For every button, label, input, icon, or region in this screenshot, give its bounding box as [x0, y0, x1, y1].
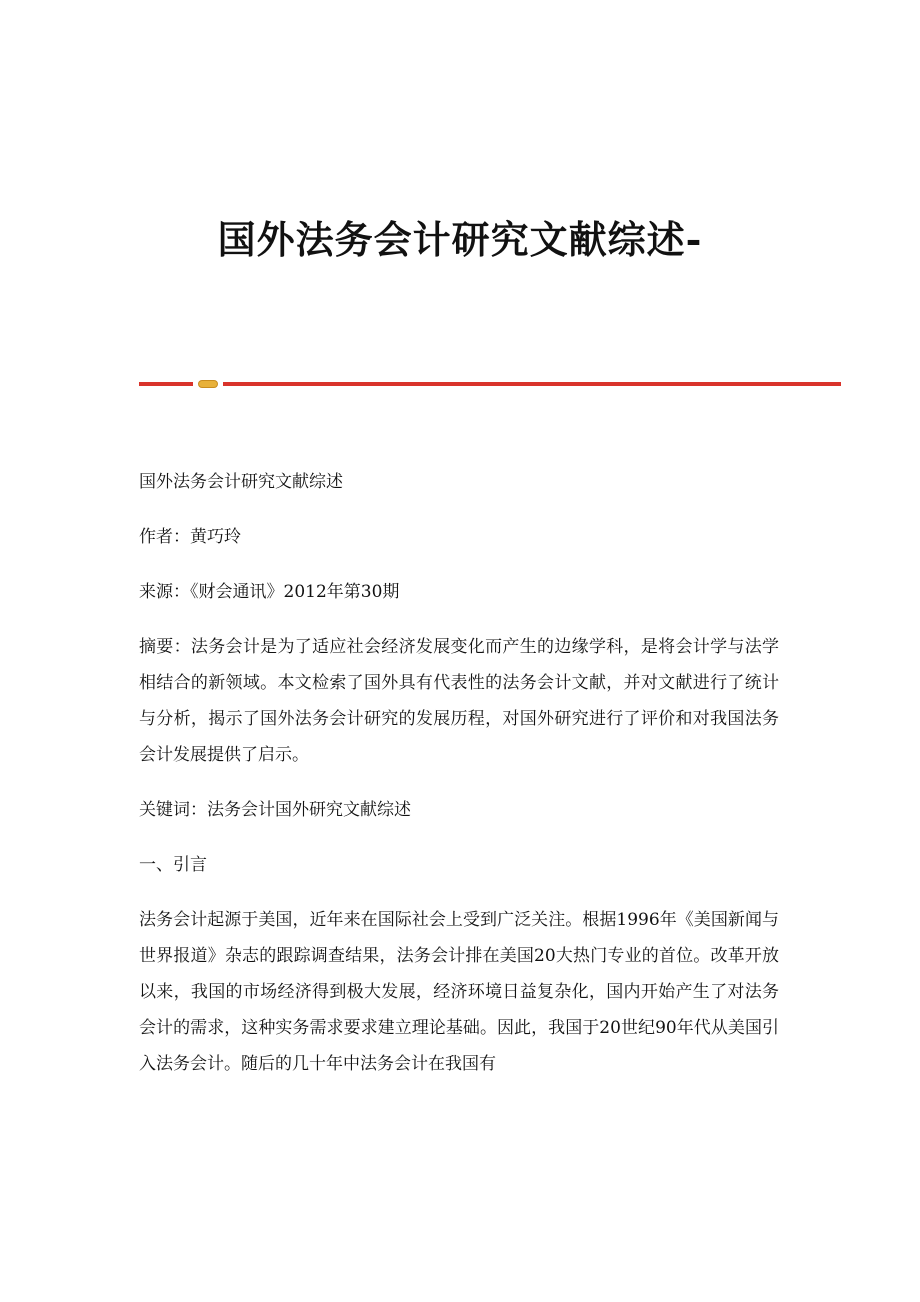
title-divider: [139, 380, 841, 388]
section-heading: 一、引言: [139, 855, 207, 875]
document-title: 国外法务会计研究文献综述-: [217, 217, 703, 262]
intro-paragraph: 法务会计起源于美国，近年来在国际社会上受到广泛关注。根据1996年《美国新闻与世界报道》杂志的跟踪调查结果，法务会计排在美国20大热门专业的首位。改革开放以来，我国的市场经济得到极大发展，经济环境日益复杂化，国内开始产生了对法务会计的需求，这种实务需求要求建立理论基础。因此，我国于20世纪90年代从美国引入法务会计。随后的几十年中法务会计在我国有: [139, 910, 779, 1074]
divider-ornament-icon: [198, 380, 218, 388]
source-line: 来源：《财会通讯》2012年第30期: [139, 582, 400, 602]
keywords-line: 关键词：法务会计国外研究文献综述: [139, 800, 411, 820]
author-line: 作者：黄巧玲: [139, 527, 241, 547]
document-body: [139, 464, 779, 1082]
abstract-paragraph: 摘要：法务会计是为了适应社会经济发展变化而产生的边缘学科，是将会计学与法学相结合的新领域。本文检索了国外具有代表性的法务会计文献，并对文献进行了统计与分析，揭示了国外法务会计研究的发展历程，对国外研究进行了评价和对我国法务会计发展提供了启示。: [139, 637, 779, 765]
divider-bar-right: [223, 382, 841, 386]
divider-bar-left: [139, 382, 193, 386]
article-heading: 国外法务会计研究文献综述: [139, 472, 343, 492]
